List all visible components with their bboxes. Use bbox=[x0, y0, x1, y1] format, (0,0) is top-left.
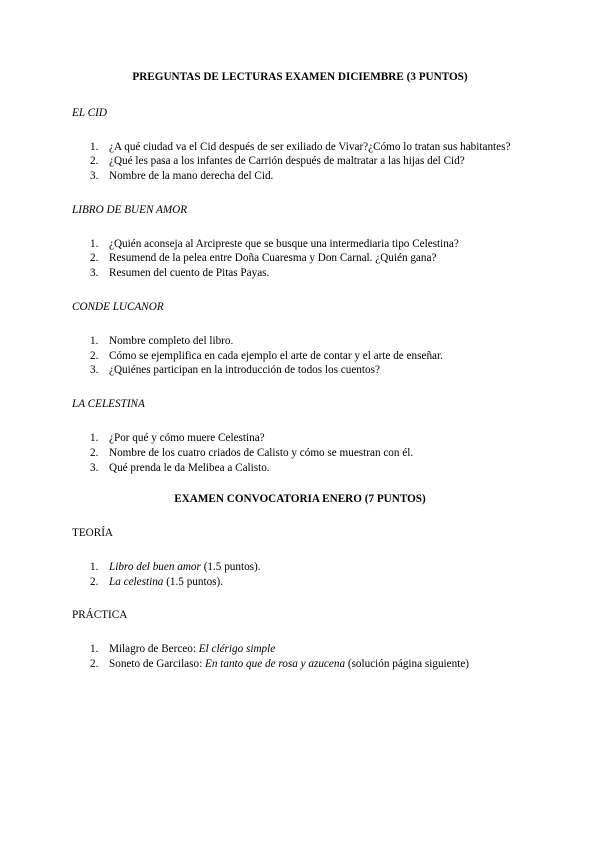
list-item: 1. Nombre completo del libro. bbox=[90, 334, 234, 347]
list-item: 1. ¿A qué ciudad va el Cid después de ser exiliado de Vivar?¿Cómo lo tratan sus habitantes? bbox=[90, 140, 511, 153]
list-item: 3. Qué prenda le da Melibea a Calisto. bbox=[90, 461, 270, 474]
list-la-celestina bbox=[72, 431, 528, 475]
title-january: EXAMEN CONVOCATORIA ENERO (7 PUNTOS) bbox=[174, 493, 426, 506]
list-item: 2. La celestina (1.5 puntos). bbox=[90, 575, 224, 588]
heading-teoria: TEORÍA bbox=[72, 527, 114, 540]
list-item: 2. Soneto de Garcilaso: En tanto que de rosa y azucena (solución página siguiente) bbox=[90, 657, 470, 670]
heading-practica: PRÁCTICA bbox=[72, 609, 128, 622]
heading-conde-lucanor: CONDE LUCANOR bbox=[72, 301, 164, 314]
list-item: 3. ¿Quiénes participan en la introducción de todos los cuentos? bbox=[90, 364, 380, 377]
list-teoria bbox=[72, 560, 528, 590]
list-item: 2. Cómo se ejemplifica en cada ejemplo el arte de contar y el arte de enseñar. bbox=[90, 349, 443, 362]
heading-libro-buen-amor: LIBRO DE BUEN AMOR bbox=[72, 203, 188, 216]
list-item: 1. Libro del buen amor (1.5 puntos). bbox=[90, 560, 261, 573]
list-item: 2. ¿Qué les pasa a los infantes de Carrión después de maltratar a las hijas del Cid? bbox=[90, 155, 465, 168]
list-libro-buen-amor bbox=[72, 237, 528, 281]
list-item: 2. Resumend de la pelea entre Doña Cuaresma y Don Carnal. ¿Quién gana? bbox=[90, 252, 437, 265]
title-december: PREGUNTAS DE LECTURAS EXAMEN DICIEMBRE (3 PUNTOS) bbox=[132, 71, 468, 83]
heading-la-celestina: LA CELESTINA bbox=[72, 398, 145, 411]
list-item: 1. ¿Quién aconseja al Arcipreste que se busque una intermediaria tipo Celestina? bbox=[90, 237, 459, 250]
list-item: 1. ¿Por qué y cómo muere Celestina? bbox=[90, 431, 265, 444]
list-item: 3. Nombre de la mano derecha del Cid. bbox=[90, 170, 274, 183]
list-el-cid bbox=[72, 140, 528, 184]
list-practica bbox=[72, 642, 528, 672]
list-item: 3. Resumen del cuento de Pitas Payas. bbox=[90, 267, 270, 280]
list-item: 2. Nombre de los cuatro criados de Calisto y cómo se muestran con él. bbox=[90, 446, 414, 459]
heading-el-cid: EL CID bbox=[72, 106, 107, 119]
list-item: 1. Milagro de Berceo: El clérigo simple bbox=[90, 643, 276, 656]
document-page bbox=[72, 70, 528, 672]
list-conde-lucanor bbox=[72, 334, 528, 378]
